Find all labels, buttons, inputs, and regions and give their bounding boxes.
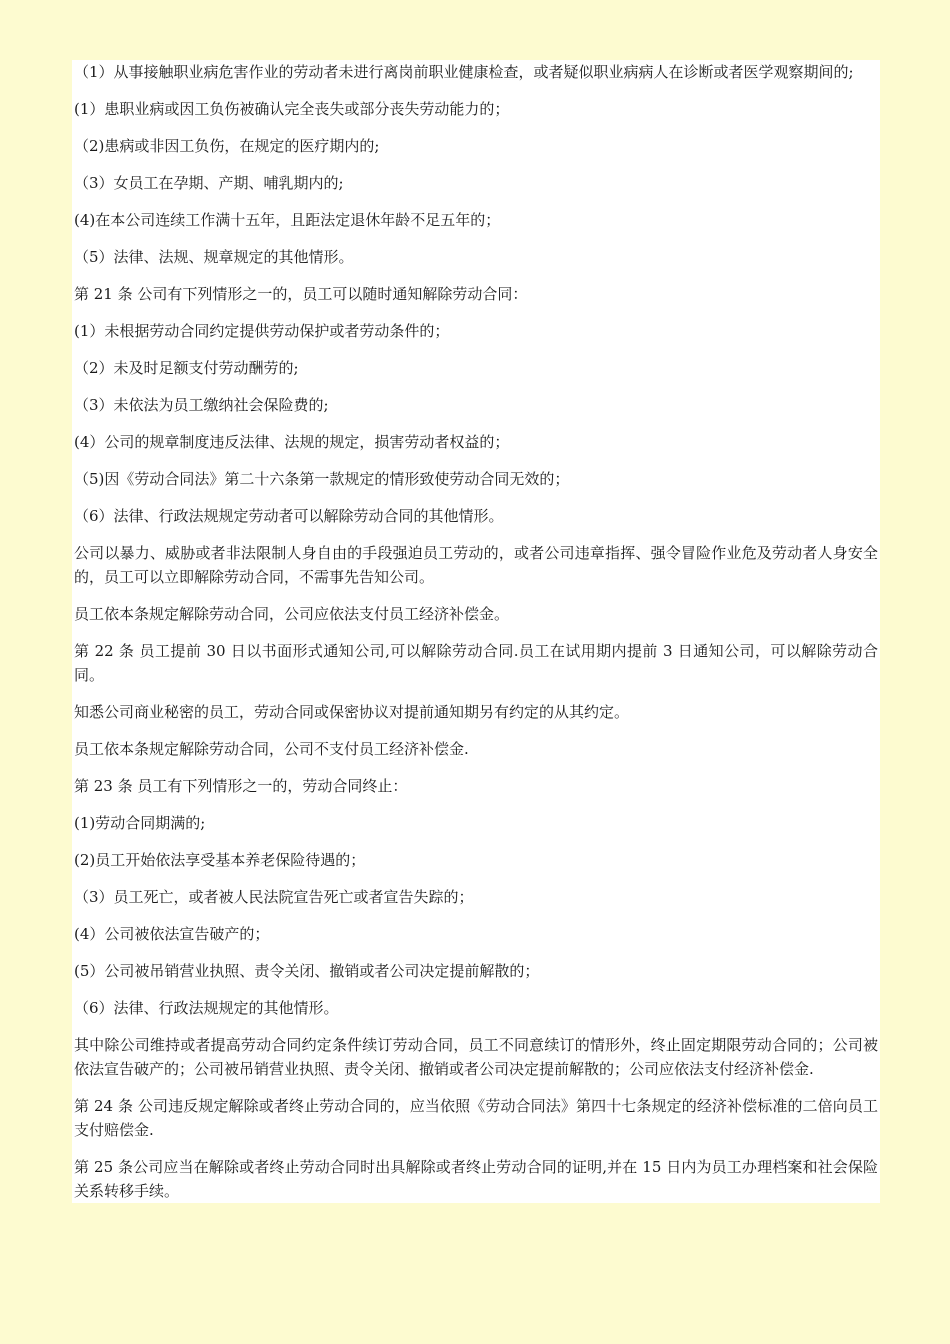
paragraph: (4）公司被依法宣告破产的； xyxy=(74,925,270,943)
paragraph: （1）从事接触职业病危害作业的劳动者未进行离岗前职业健康检查，或者疑似职业病病人在诊断或者医学观察期间的; xyxy=(74,63,854,81)
paragraph: (1）未根据劳动合同约定提供劳动保护或者劳动条件的； xyxy=(74,322,450,340)
paragraph: 其中除公司维持或者提高劳动合同约定条件续订劳动合同，员工不同意续订的情形外，终止固定期限劳动合同的；公司被依法宣告破产的；公司被吊销营业执照、责令关闭、撤销或者公司决定提前解散的；公司应依法支付经济补偿金. xyxy=(74,1036,878,1078)
paragraph: 员工依本条规定解除劳动合同，公司应依法支付员工经济补偿金。 xyxy=(74,605,510,623)
article-heading: 第 21 条 公司有下列情形之一的，员工可以随时通知解除劳动合同： xyxy=(74,285,528,303)
paragraph: （6）法律、行政法规规定劳动者可以解除劳动合同的其他情形。 xyxy=(74,507,504,525)
paragraph: (4）公司的规章制度违反法律、法规的规定，损害劳动者权益的； xyxy=(74,433,510,451)
paragraph: （3）未依法为员工缴纳社会保险费的; xyxy=(74,396,329,414)
paragraph: （2）未及时足额支付劳动酬劳的; xyxy=(74,359,299,377)
paragraph: （5）法律、法规、规章规定的其他情形。 xyxy=(74,248,354,266)
paragraph: (4)在本公司连续工作满十五年，且距法定退休年龄不足五年的； xyxy=(74,211,501,229)
paragraph: 员工依本条规定解除劳动合同，公司不支付员工经济补偿金. xyxy=(74,740,469,758)
paragraph: （2)患病或非因工负伤，在规定的医疗期内的; xyxy=(74,137,380,155)
document-body xyxy=(72,60,880,1203)
paragraph: 公司以暴力、威胁或者非法限制人身自由的手段强迫员工劳动的，或者公司违章指挥、强令冒险作业危及劳动者人身安全的，员工可以立即解除劳动合同，不需事先告知公司。 xyxy=(74,544,878,586)
paragraph: (5）公司被吊销营业执照、责令关闭、撤销或者公司决定提前解散的； xyxy=(74,962,540,980)
article-heading: 第 24 条 公司违反规定解除或者终止劳动合同的，应当依照《劳动合同法》第四十七条规定的经济补偿标准的二倍向员工支付赔偿金. xyxy=(74,1097,878,1139)
paragraph: （3）员工死亡，或者被人民法院宣告死亡或者宣告失踪的； xyxy=(74,888,474,906)
paragraph: 知悉公司商业秘密的员工，劳动合同或保密协议对提前通知期另有约定的从其约定。 xyxy=(74,703,630,721)
paragraph: (1)劳动合同期满的; xyxy=(74,814,206,832)
paragraph: (1）患职业病或因工负伤被确认完全丧失或部分丧失劳动能力的； xyxy=(74,100,510,118)
article-heading: 第 23 条 员工有下列情形之一的，劳动合同终止： xyxy=(74,777,408,795)
paragraph: （3）女员工在孕期、产期、哺乳期内的; xyxy=(74,174,344,192)
paragraph: （6）法律、行政法规规定的其他情形。 xyxy=(74,999,339,1017)
paragraph: （5)因《劳动合同法》第二十六条第一款规定的情形致使劳动合同无效的； xyxy=(74,470,570,488)
article-heading: 第 22 条 员工提前 30 日以书面形式通知公司,可以解除劳动合同.员工在试用期内提前 3 日通知公司，可以解除劳动合同。 xyxy=(74,642,878,684)
paragraph: (2)员工开始依法享受基本养老保险待遇的； xyxy=(74,851,366,869)
article-heading: 第 25 条公司应当在解除或者终止劳动合同时出具解除或者终止劳动合同的证明,并在 15 日内为员工办理档案和社会保险关系转移手续。 xyxy=(74,1158,878,1200)
